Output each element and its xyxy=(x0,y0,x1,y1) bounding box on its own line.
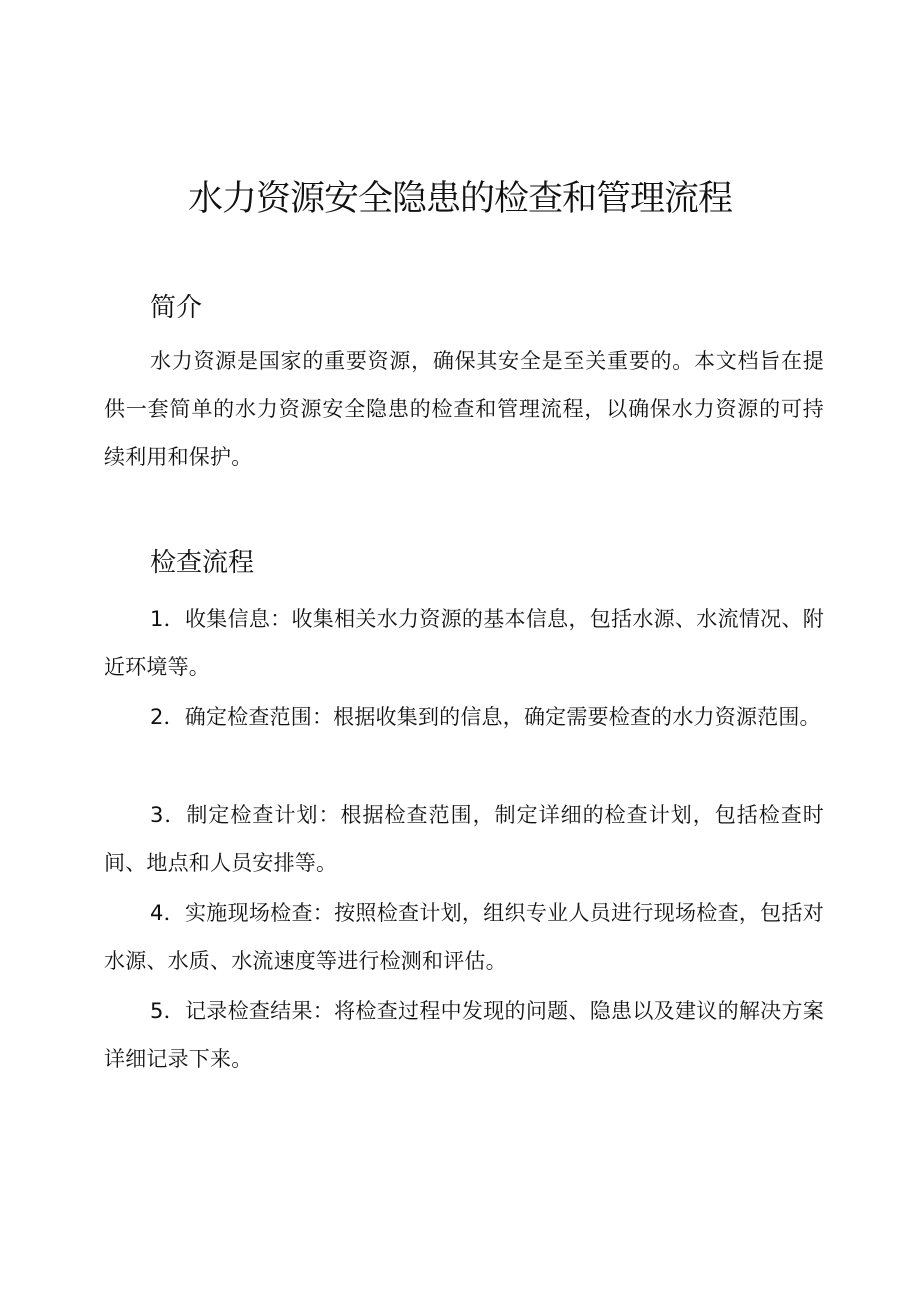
document-title: 水力资源安全隐患的检查和管理流程 xyxy=(187,179,732,219)
section-heading-intro: 简介 xyxy=(150,293,203,323)
section-heading-process: 检查流程 xyxy=(150,548,255,578)
process-step-2: 2．确定检查范围：根据收集到的信息，确定需要检查的水力资源范围。 xyxy=(150,705,821,729)
process-step-4: 4．实施现场检查：按照检查计划，组织专业人员进行现场检查，包括对水源、水质、水流速度等进行检测和评估。 xyxy=(104,901,824,973)
intro-paragraph: 水力资源是国家的重要资源，确保其安全是至关重要的。本文档旨在提供一套简单的水力资源安全隐患的检查和管理流程，以确保水力资源的可持续利用和保护。 xyxy=(104,349,824,469)
process-step-5: 5．记录检查结果：将检查过程中发现的问题、隐患以及建议的解决方案详细记录下来。 xyxy=(104,999,824,1071)
process-step-1: 1．收集信息：收集相关水力资源的基本信息，包括水源、水流情况、附近环境等。 xyxy=(104,607,824,679)
process-step-3: 3．制定检查计划：根据检查范围，制定详细的检查计划，包括检查时间、地点和人员安排等。 xyxy=(104,803,824,875)
